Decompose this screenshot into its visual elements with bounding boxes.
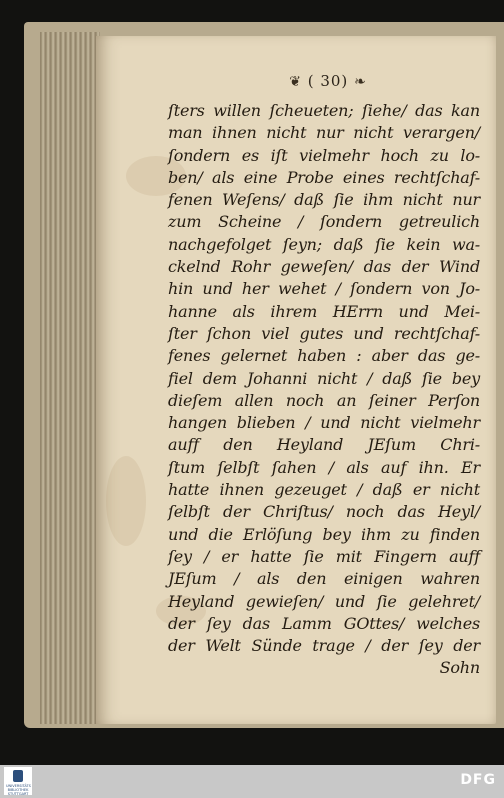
- ornament-left-icon: ❦: [289, 74, 302, 90]
- text-line: Heyland gewieſen/ und ſie gelehret/: [168, 591, 480, 611]
- library-logo-text: UNIVERSITÄTS BIBLIOTHEK STUTTGART: [6, 784, 31, 796]
- text-line: ſtum ſelbſt ſahen / als auf ihn. Er: [168, 457, 480, 477]
- text-line: JEſum / als den einigen wahren: [168, 569, 480, 589]
- text-line: ſelbſt der Chriſtus/ noch das Heyl/: [168, 502, 480, 522]
- text-line: ſey / er hatte ſie mit Fingern auff: [168, 546, 480, 566]
- text-line: hatte ihnen gezeuget / daß er nicht: [168, 480, 480, 500]
- text-line: ſters willen ſcheueten; ſiehe/ das kan: [168, 101, 480, 120]
- text-line: ſter ſchon viel gutes und rechtſchaf-: [168, 323, 480, 343]
- text-line: hanne als ihrem HErrn und Mei-: [168, 301, 480, 321]
- text-line: und die Erlöſung bey ihm zu finden: [168, 524, 480, 544]
- library-logo[interactable]: [4, 767, 32, 795]
- ornament-right-icon: ❧: [354, 74, 367, 90]
- text-line: hin und her wehet / ſondern von Jo-: [168, 279, 480, 299]
- text-line: Sohn: [439, 658, 480, 678]
- text-line: zum Scheine / ſondern getreulich: [168, 212, 480, 232]
- page-number: ( 30): [307, 72, 349, 90]
- text-line: ckelnd Rohr geweſen/ das der Wind: [168, 257, 480, 277]
- text-line: auff den Heyland JEſum Chri-: [168, 435, 480, 455]
- text-line: dieſem allen noch an ſeiner Perſon: [168, 390, 480, 410]
- dfg-logo[interactable]: DFG: [460, 772, 496, 788]
- text-line: ben/ als eine Probe eines rechtſchaf-: [168, 167, 480, 187]
- text-line: fiel dem Johanni nicht / daß ſie bey: [168, 368, 480, 388]
- text-line: man ihnen nicht nur nicht verargen/: [168, 123, 480, 143]
- text-line: hangen blieben / und nicht vielmehr: [168, 413, 480, 433]
- library-logo-mark: [13, 770, 23, 782]
- text-line: der Welt Sünde trage / der ſey der: [168, 636, 480, 656]
- page-edges: [40, 32, 100, 724]
- viewer-footer: [0, 765, 504, 798]
- text-line: fenes gelernet haben : aber das ge-: [168, 346, 480, 366]
- text-line: ſondern es iſt vielmehr hoch zu lo-: [168, 145, 480, 165]
- page-header: [258, 72, 398, 90]
- text-line: der ſey das Lamm GOttes/ welches: [168, 613, 480, 633]
- paper-stain: [106, 456, 146, 546]
- text-line: nachgefolget ſeyn; daß ſie kein wa-: [168, 234, 480, 254]
- text-line: fenen Weſens/ daß ſie ihm nicht nur: [168, 190, 480, 210]
- text-block: [168, 100, 480, 680]
